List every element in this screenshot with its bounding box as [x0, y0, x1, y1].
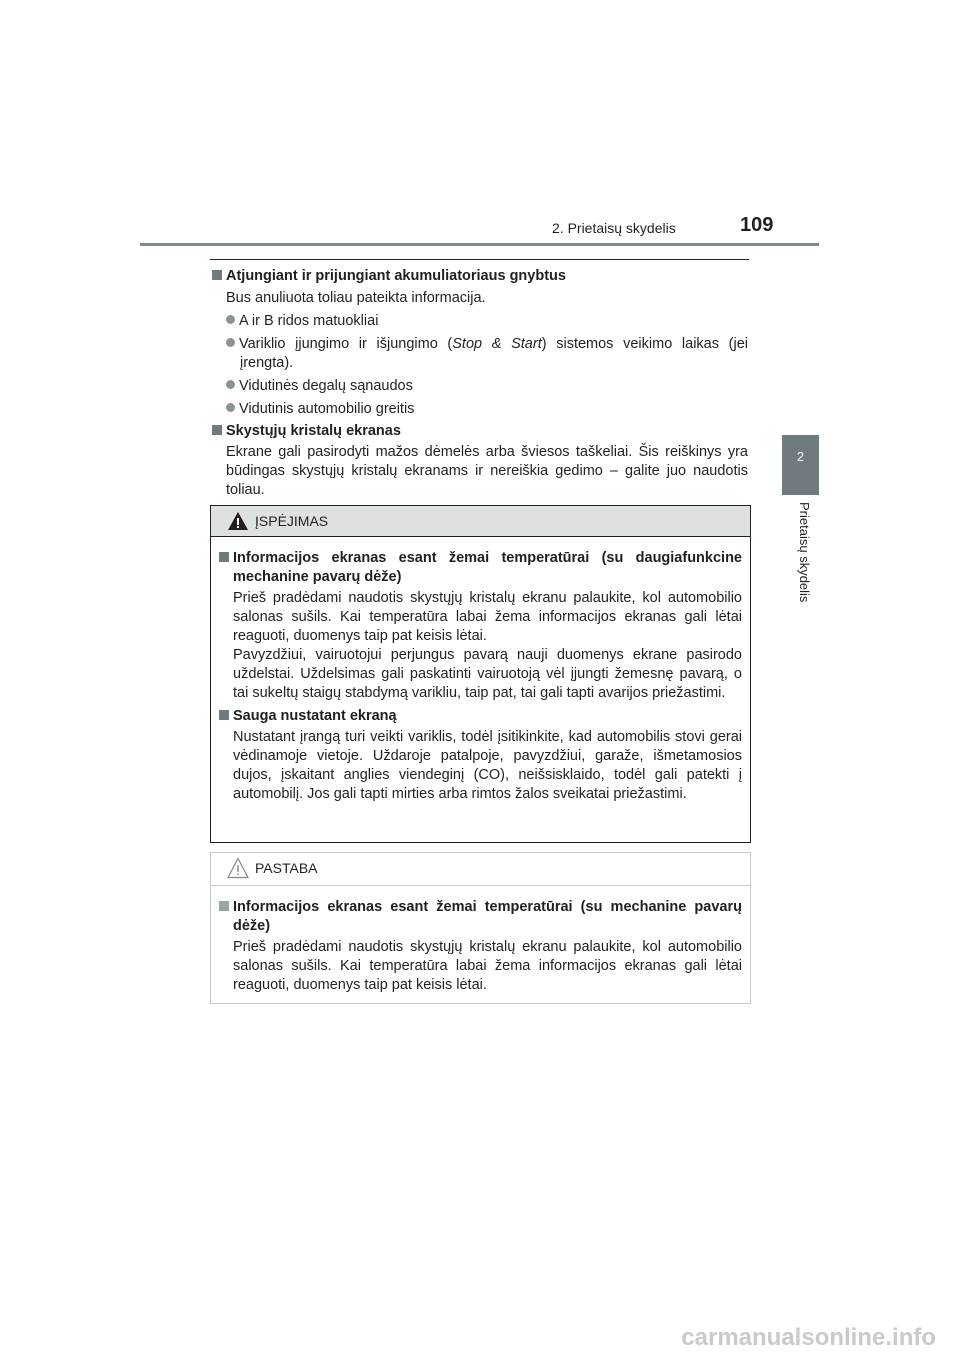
caution-triangle-icon [227, 857, 249, 879]
square-bullet-icon [219, 710, 229, 720]
list-item: Vidutinis automobilio greitis [212, 400, 748, 419]
note-box [210, 852, 751, 1004]
round-bullet-icon [226, 403, 235, 412]
square-bullet-icon [212, 425, 222, 435]
list-item: Variklio įjungimo ir išjungimo (Stop & Start) sistemos veikimo laikas (jei įrengta). [212, 335, 748, 373]
square-bullet-icon [212, 270, 222, 280]
warning-item-body: Nustatant įrangą turi veikti variklis, todėl įsitikinkite, kad automobilis stovi gerai vėdinamoje vietoje. Uždaroje patalpoje, pavyzdžiui, garaže, išmetamosios dujos, įskaitant anglies viendeginį (CO), neišsisklaido, todėl gali patekti į automobilį. Jos gali tapti mirties arba rimtos žalos sveikatai priežastimi. [233, 729, 742, 802]
warning-header [211, 506, 750, 537]
content-divider [210, 259, 749, 260]
watermark [0, 1318, 960, 1358]
warning-item [219, 707, 742, 804]
note-item-heading: Informacijos ekranas esant žemai temperatūrai (su mechanine pavarų dėže) [219, 898, 742, 936]
warning-label: ĮSPĖJIMAS [255, 513, 329, 529]
note-item-body: Prieš pradėdami naudotis skystųjų kristalų ekranu palaukite, kol automobilio salonas sušils. Kai temperatūra labai žema informacijos ekranas gali lėtai reaguoti, duomenys taip pat keisis lėtai. [233, 939, 742, 993]
header-divider [140, 243, 819, 246]
warning-box [210, 505, 751, 843]
list-item: A ir B ridos matuokliai [212, 312, 748, 331]
chapter-tab-number: 2 [796, 449, 805, 464]
chapter-tab [782, 435, 819, 495]
round-bullet-icon [226, 315, 235, 324]
page-number: 109 [740, 214, 774, 236]
warning-item-heading: Informacijos ekranas esant žemai temperatūrai (su daugiafunkcine mechanine pavarų dėže) [219, 549, 742, 587]
square-bullet-icon [219, 552, 229, 562]
note-label: PASTABA [255, 860, 318, 876]
warning-item [219, 549, 742, 703]
note-item [219, 898, 742, 995]
warning-content [211, 537, 750, 804]
chapter-tab-label: Prietaisų skydelis [797, 502, 812, 603]
round-bullet-icon [226, 380, 235, 389]
section-title: 2. Prietaisų skydelis [552, 220, 676, 236]
note-header [211, 853, 750, 886]
warning-triangle-icon [227, 511, 249, 531]
watermark-text: carmanualsonline.info [681, 1324, 936, 1351]
main-content [212, 267, 748, 500]
section-intro: Bus anuliuota toliau pateikta informacija. [226, 290, 486, 306]
round-bullet-icon [226, 338, 235, 347]
warning-item-body: Prieš pradėdami naudotis skystųjų kristalų ekranu palaukite, kol automobilio salonas sušils. Kai temperatūra labai žema informacijos ekranas gali lėtai reaguoti, duomenys taip pat keisis lėtai. [233, 590, 742, 644]
note-content [211, 886, 750, 995]
list-item: Vidutinės degalų sąnaudos [212, 377, 748, 396]
warning-item-heading: Sauga nustatant ekraną [219, 707, 742, 726]
square-bullet-icon [219, 901, 229, 911]
section-heading: Skystųjų kristalų ekranas [212, 422, 748, 441]
warning-item-body: Pavyzdžiui, vairuotojui perjungus pavarą nauji duomenys ekrane pasirodo uždelstai. Uždelsimas gali paskatinti vairuotoją vėl įjungti žemesnę pavarą, o tai sukeltų staigų stabdymą varikliu, taip pat, tai gali tapti avarijos priežastimi. [233, 647, 742, 701]
section-body: Ekrane gali pasirodyti mažos dėmelės arba šviesos taškeliai. Šis reiškinys yra būdingas skystųjų kristalų ekranams ir nereiškia gedimo – galite juo naudotis toliau. [226, 444, 748, 498]
section-heading: Atjungiant ir prijungiant akumuliatoriaus gnybtus [212, 267, 748, 286]
